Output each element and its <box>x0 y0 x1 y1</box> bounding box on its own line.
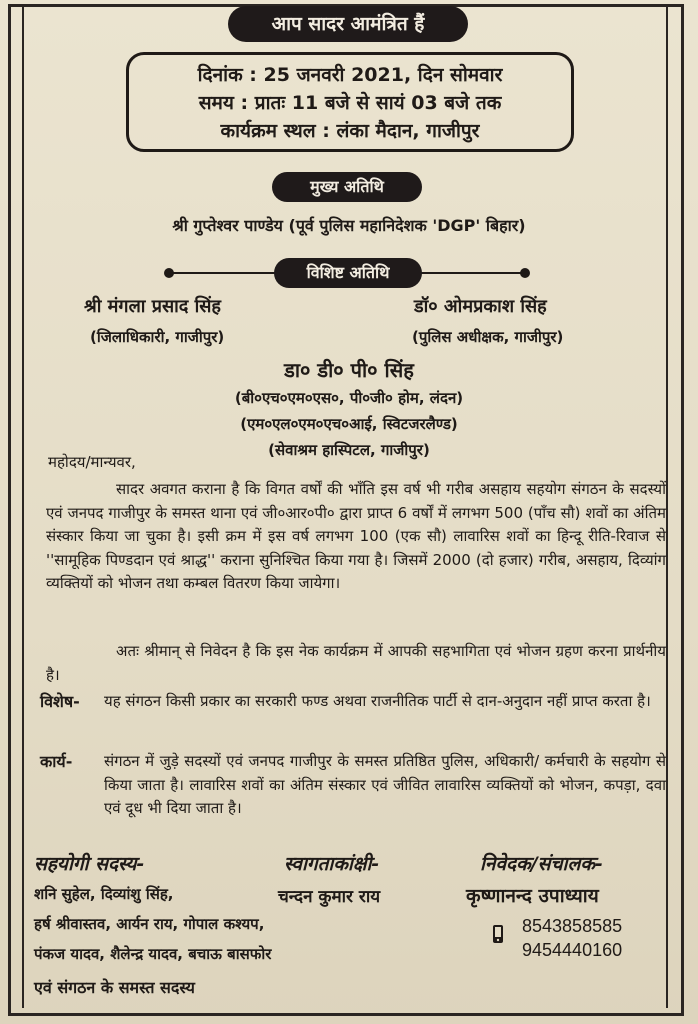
special-guest-label: विशिष्ट अतिथि <box>274 258 422 288</box>
salutation: महोदय/मान्यवर, <box>48 453 136 471</box>
event-date: दिनांक : 25 जनवरी 2021, दिन सोमवार <box>197 64 503 86</box>
guest2-name: डॉ० ओमप्रकाश सिंह <box>414 296 547 317</box>
letter-paragraph-2: अतः श्रीमान् से निवेदन है कि इस नेक कार्यक्रम में आपकी सहभागिता एवं भोजन ग्रहण करना प्रार्थनीय है। <box>46 642 666 684</box>
invitation-title: आप सादर आमंत्रित हैं <box>228 6 468 42</box>
members-line-4: एवं संगठन के समस्त सदस्य <box>34 978 195 997</box>
applicant-title: निवेदक/संचालक- <box>480 853 603 875</box>
work-note-text: संगठन में जुड़े सदस्यों एवं जनपद गाजीपुर के समस्त प्रतिष्ठित पुलिस, अधिकारी/ कर्मचारी के सहयोग से किया जाता है। लावारिस शवों का अंतिम संस्कार एवं जीवित लावारिस व्यक्तियों को भोजन, कपड़ा, दवा एवं दूध भी दिया जाता है। <box>104 752 666 817</box>
welcome-title: स्वागताकांक्षी- <box>284 853 380 875</box>
phone-number-2[interactable]: 9454440160 <box>522 940 623 960</box>
work-note-label: कार्य- <box>40 752 73 771</box>
guest2-title: (पुलिस अधीक्षक, गाजीपुर) <box>412 328 564 346</box>
chief-guest-label: मुख्य अतिथि <box>272 172 422 202</box>
letter-paragraph-1: सादर अवगत कराना है कि विगत वर्षों की भाँति इस वर्ष भी गरीब असहाय सहयोग संगठन के सदस्यों एवं जनपद गाजीपुर के समस्त थाना एवं जी०आर०पी० द्वारा प्राप्त 6 वर्षों में लगभग 500 (पाँच सौ) शवों का अंतिम संस्कार किया जा चुका है। इसी क्रम में इस वर्ष लगभग 100 (एक सौ) लावारिस शवों का हिन्दू रीति-रिवाज से ''सामूहिक पिण्डदान एवं श्राद्ध'' कराना सुनिश्चित किया गया है। जिसमें 2000 (दो हजार) गरीब, असहाय, दिव्यांग व्यक्तियों को भोजन तथा कम्बल वितरण किया जायेगा। <box>46 480 666 592</box>
special-note-text: यह संगठन किसी प्रकार का सरकारी फण्ड अथवा राजनीतिक पार्टी से दान-अनुदान नहीं प्राप्त करता है। <box>104 692 651 710</box>
members-line-3: पंकज यादव, शैलेन्द्र यादव, बचाऊ बासफोर <box>34 945 272 963</box>
guest1-title: (जिलाधिकारी, गाजीपुर) <box>90 328 225 346</box>
members-line-2: हर्ष श्रीवास्तव, आर्यन राय, गोपाल कश्यप, <box>34 915 265 933</box>
event-venue: कार्यक्रम स्थल : लंका मैदान, गाजीपुर <box>220 120 480 142</box>
mobile-phone-icon <box>492 924 504 944</box>
event-details-box <box>126 52 574 152</box>
applicant-name: कृष्णानन्द उपाध्याय <box>466 885 599 907</box>
guest3-name: डा० डी० पी० सिंह <box>284 358 414 382</box>
phone-number-1[interactable]: 8543858585 <box>522 916 623 936</box>
members-line-1: शनि सुहेल, दिव्यांशु सिंह, <box>34 885 174 903</box>
guest3-qualification-2: (एम०एल०एम०एच०आई, स्विटजरलैण्ड) <box>240 415 458 433</box>
members-title: सहयोगी सदस्य- <box>34 853 145 875</box>
guest3-qualification: (बी०एच०एम०एस०, पी०जी० होम, लंदन) <box>234 389 464 407</box>
special-note-label: विशेष- <box>40 692 80 711</box>
event-time: समय : प्रातः 11 बजे से सायं 03 बजे तक <box>198 92 502 114</box>
guest3-hospital: (सेवाश्रम हास्पिटल, गाजीपुर) <box>268 441 430 459</box>
chief-guest-name: श्री गुप्तेश्वर पाण्डेय (पूर्व पुलिस महानिदेशक 'DGP' बिहार) <box>172 216 526 235</box>
guest1-name: श्री मंगला प्रसाद सिंह <box>84 296 221 317</box>
welcome-name: चन्दन कुमार राय <box>278 887 381 907</box>
